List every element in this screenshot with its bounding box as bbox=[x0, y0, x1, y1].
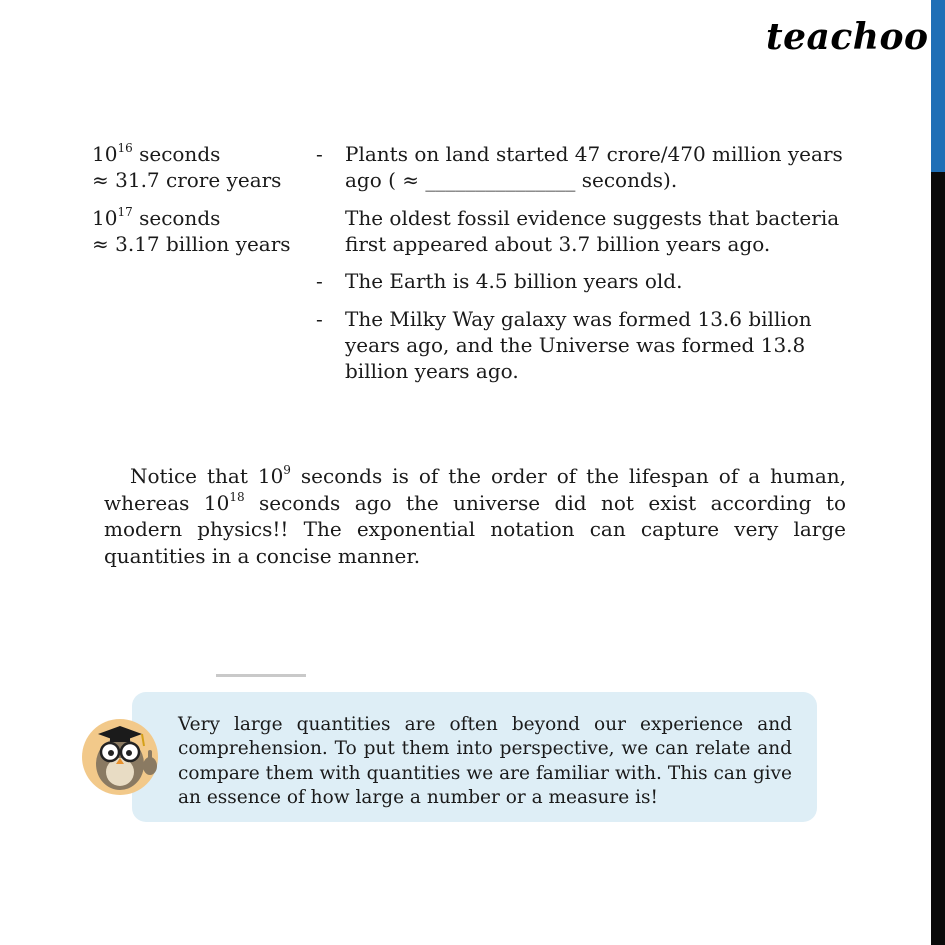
row-2-left: $10^{17}$ seconds ≈ 3.17 billion years bbox=[92, 205, 302, 257]
row-1-exponent: 16 bbox=[117, 141, 133, 156]
callout-text: Very large quantities are often beyond our experience and comprehension. To put them into perspective, we can relate and compare them with quantities we are familiar with. This can give an essence of how large a number or a measure is! bbox=[178, 714, 792, 808]
notice-paragraph bbox=[104, 463, 846, 569]
row-1-dash: - bbox=[316, 142, 323, 166]
para-exponent-1: 9 bbox=[283, 463, 291, 478]
faint-heading-remnant bbox=[216, 674, 306, 677]
para-part-2: seconds is of the order of the lifespan of a human, whereas 10 bbox=[104, 464, 846, 515]
para-part-1: Notice that 10 bbox=[130, 464, 284, 488]
row-4-line-1: The Milky Way galaxy was formed 13.6 billion bbox=[345, 307, 812, 331]
row-2-line-2: first appeared about 3.7 billion years ago. bbox=[345, 232, 771, 256]
row-2-unit: seconds bbox=[132, 206, 221, 230]
row-4-line-3: billion years ago. bbox=[345, 359, 519, 383]
row-4-line-2: years ago, and the Universe was formed 13.8 bbox=[345, 333, 806, 357]
row-2-conversion: ≈ 3.17 billion years bbox=[92, 232, 291, 256]
owl-mascot-icon bbox=[80, 718, 166, 796]
row-4-dash: - bbox=[316, 307, 323, 331]
row-1-text bbox=[345, 141, 850, 193]
row-1-conversion: ≈ 31.7 crore years bbox=[92, 168, 282, 192]
row-2-exponent: 17 bbox=[117, 205, 133, 220]
row-1-unit: seconds bbox=[132, 142, 221, 166]
row-2-line-1: The oldest fossil evidence suggests that bacteria bbox=[345, 206, 840, 230]
right-edge-accent bbox=[931, 0, 945, 172]
row-1-line-2: ago ( ≈ _______________ seconds). bbox=[345, 168, 678, 192]
row-1-left: $10^{16}$ seconds ≈ 31.7 crore years bbox=[92, 141, 302, 193]
para-part-3: seconds ago the universe did not exist according to modern physics!! The exponential notation can capture very large quantities in a concise manner. bbox=[104, 490, 846, 568]
row-3-text bbox=[345, 268, 850, 294]
row-3-dash: - bbox=[316, 269, 323, 293]
row-3-line-1: The Earth is 4.5 billion years old. bbox=[345, 269, 683, 293]
row-2-text bbox=[345, 205, 850, 257]
row-4-text bbox=[345, 306, 850, 384]
brand-logo: teachoo bbox=[766, 16, 929, 58]
row-1-line-1: Plants on land started 47 crore/470 million years bbox=[345, 142, 843, 166]
para-exponent-2: 18 bbox=[229, 489, 245, 504]
right-edge-bar bbox=[931, 0, 945, 945]
